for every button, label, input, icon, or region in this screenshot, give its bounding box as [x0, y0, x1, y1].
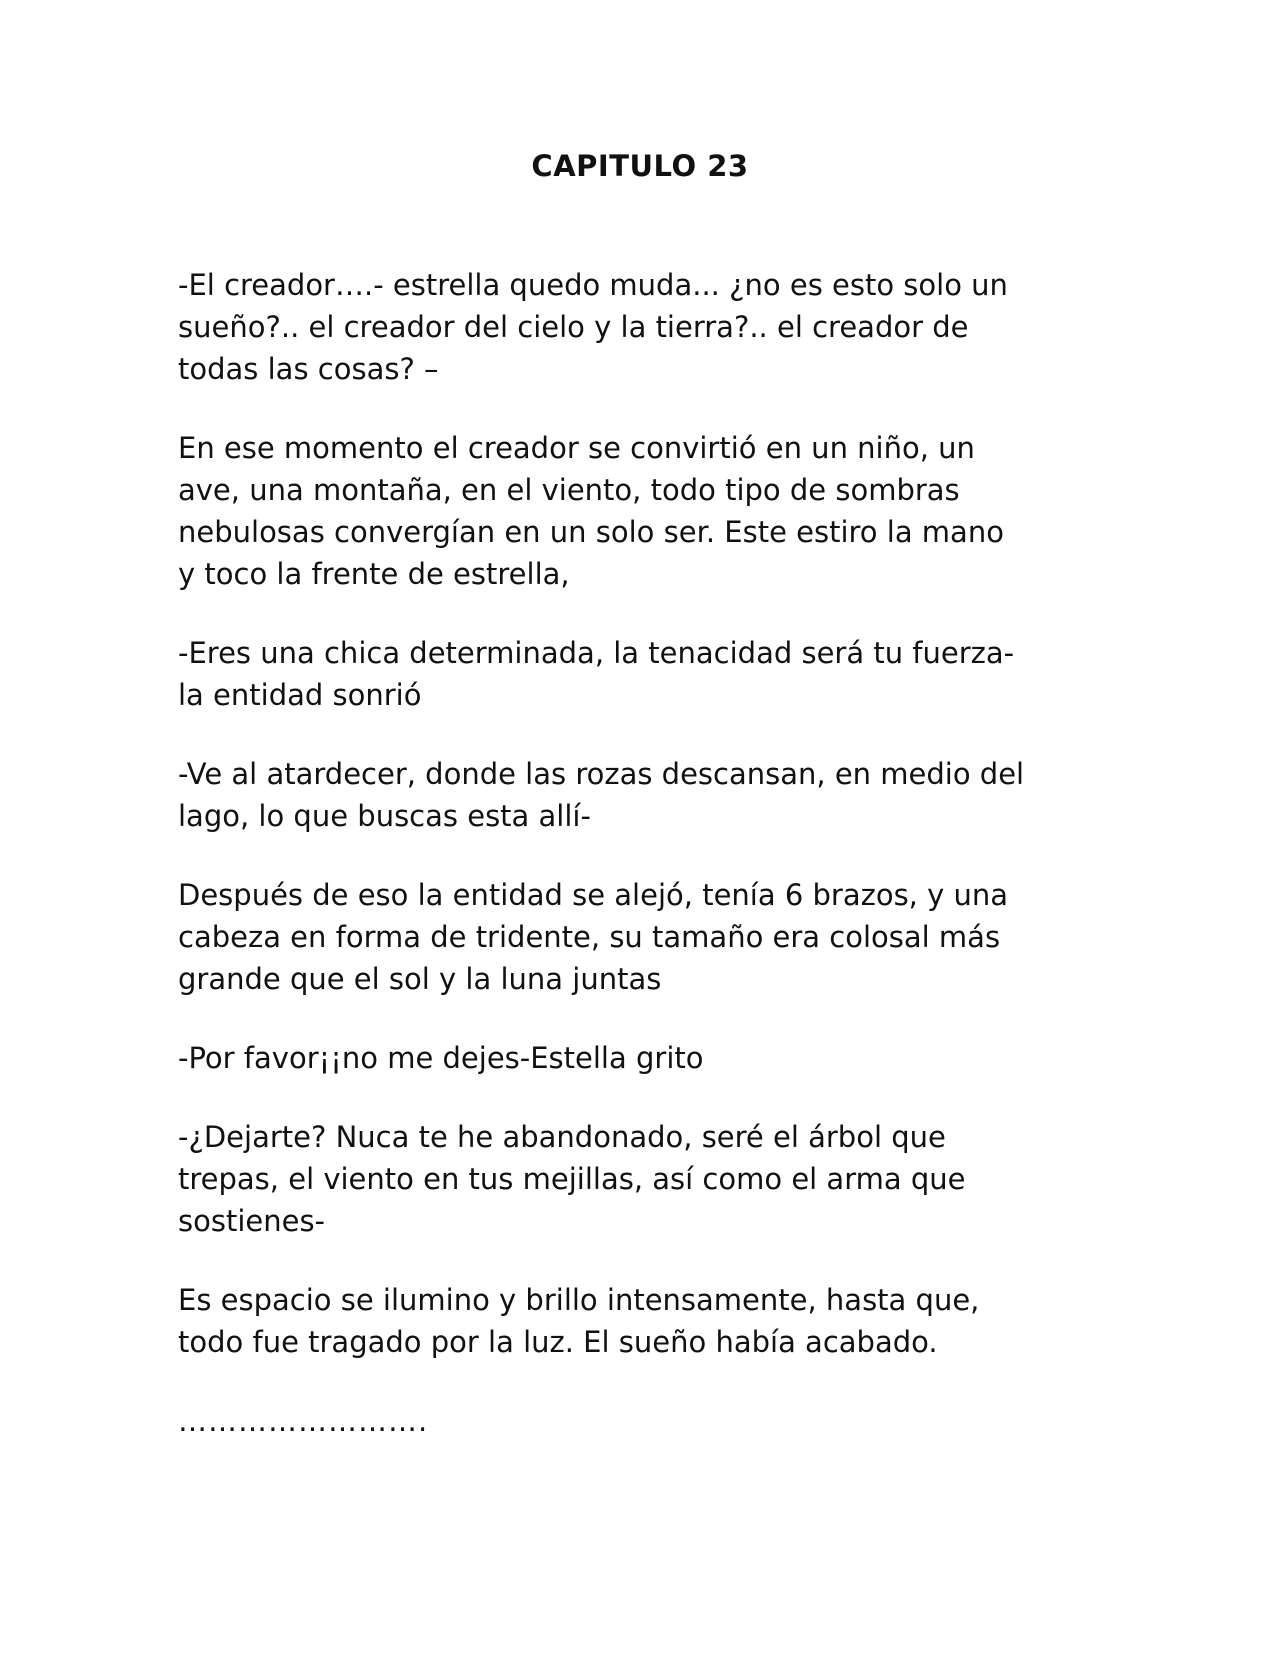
text-line: sueño?.. el creador del cielo y la tierra?.. el creador de: [178, 310, 969, 344]
text-line: -Eres una chica determinada, la tenacidad será tu fuerza-: [178, 636, 1015, 670]
paragraph: [178, 874, 1108, 1000]
paragraph: [178, 1116, 1108, 1242]
text-line: -El creador….- estrella quedo muda... ¿no es esto solo un: [178, 268, 1008, 302]
chapter-title: CAPITULO 23: [531, 149, 749, 183]
paragraph: [178, 264, 1108, 390]
text-line: todo fue tragado por la luz. El sueño había acabado.: [178, 1325, 938, 1359]
text-line: Es espacio se ilumino y brillo intensamente, hasta que,: [178, 1283, 980, 1317]
section-separator: …………………….: [178, 1404, 429, 1438]
text-line: y toco la frente de estrella,: [178, 557, 570, 591]
text-line: todas las cosas? –: [178, 352, 439, 386]
text-line: -Ve al atardecer, donde las rozas descansan, en medio del: [178, 757, 1025, 791]
text-line: nebulosas convergían en un solo ser. Este estiro la mano: [178, 515, 1004, 549]
text-line: la entidad sonrió: [178, 678, 422, 712]
text-line: trepas, el viento en tus mejillas, así como el arma que: [178, 1162, 966, 1196]
text-line: En ese momento el creador se convirtió en un niño, un: [178, 431, 975, 465]
text-line: ave, una montaña, en el viento, todo tipo de sombras: [178, 473, 960, 507]
text-line: cabeza en forma de tridente, su tamaño era colosal más: [178, 920, 1001, 954]
paragraph: [178, 753, 1108, 837]
paragraph: [178, 632, 1108, 716]
paragraph: [178, 427, 1108, 595]
text-line: -Por favor¡¡no me dejes-Estella grito: [178, 1041, 704, 1075]
paragraph: [178, 1279, 1108, 1363]
text-line: -¿Dejarte? Nuca te he abandonado, seré el árbol que: [178, 1120, 946, 1154]
text-line: sostienes-: [178, 1204, 326, 1238]
text-line: Después de eso la entidad se alejó, tenía 6 brazos, y una: [178, 878, 1009, 912]
paragraph: [178, 1037, 1108, 1079]
chapter-body: [178, 264, 1108, 1442]
text-line: grande que el sol y la luna juntas: [178, 962, 662, 996]
text-line: lago, lo que buscas esta allí-: [178, 799, 591, 833]
